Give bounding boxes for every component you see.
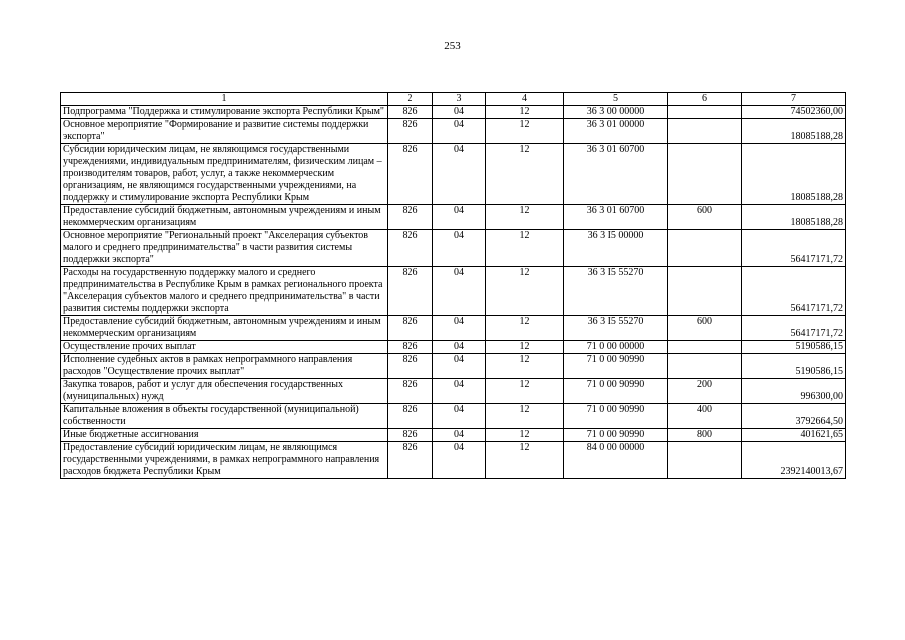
row-name-cell: Предоставление субсидий юридическим лицам, не являющимся государственными учреждениями, в рамках непрограммного направления расходов бюджета Республики Крым <box>61 442 388 479</box>
row-ved-cell: 826 <box>388 354 433 379</box>
row-name-cell: Осуществление прочих выплат <box>61 341 388 354</box>
row-sum-cell: 996300,00 <box>742 379 846 404</box>
col-header-6: 6 <box>668 93 742 106</box>
page-number: 253 <box>444 40 461 52</box>
row-ved-cell: 826 <box>388 144 433 205</box>
row-rz-cell: 04 <box>433 144 486 205</box>
row-pr-cell: 12 <box>486 144 564 205</box>
table-row <box>61 341 846 354</box>
row-csr-cell: 36 3 I5 55270 <box>564 267 668 316</box>
col-header-1: 1 <box>61 93 388 106</box>
table-row <box>61 106 846 119</box>
col-header-7: 7 <box>742 93 846 106</box>
header-row <box>61 93 846 106</box>
row-csr-cell: 71 0 00 90990 <box>564 379 668 404</box>
table-row <box>61 119 846 144</box>
row-pr-cell: 12 <box>486 316 564 341</box>
row-csr-cell: 71 0 00 90990 <box>564 354 668 379</box>
table-row <box>61 379 846 404</box>
row-sum-cell: 56417171,72 <box>742 316 846 341</box>
row-rz-cell: 04 <box>433 267 486 316</box>
row-pr-cell: 12 <box>486 442 564 479</box>
row-ved-cell: 826 <box>388 442 433 479</box>
row-vr-cell: 800 <box>668 429 742 442</box>
col-header-3: 3 <box>433 93 486 106</box>
row-csr-cell: 71 0 00 90990 <box>564 429 668 442</box>
row-pr-cell: 12 <box>486 404 564 429</box>
row-vr-cell <box>668 341 742 354</box>
row-vr-cell: 600 <box>668 205 742 230</box>
row-pr-cell: 12 <box>486 341 564 354</box>
row-name-cell: Основное мероприятие "Формирование и развитие системы поддержки экспорта" <box>61 119 388 144</box>
row-rz-cell: 04 <box>433 429 486 442</box>
row-sum-cell: 74502360,00 <box>742 106 846 119</box>
table-row <box>61 316 846 341</box>
row-rz-cell: 04 <box>433 316 486 341</box>
row-sum-cell: 5190586,15 <box>742 354 846 379</box>
row-csr-cell: 84 0 00 00000 <box>564 442 668 479</box>
row-name-cell: Иные бюджетные ассигнования <box>61 429 388 442</box>
row-vr-cell: 600 <box>668 316 742 341</box>
row-vr-cell <box>668 119 742 144</box>
row-sum-cell: 56417171,72 <box>742 230 846 267</box>
col-header-4: 4 <box>486 93 564 106</box>
row-vr-cell: 400 <box>668 404 742 429</box>
row-vr-cell <box>668 267 742 316</box>
row-pr-cell: 12 <box>486 230 564 267</box>
row-pr-cell: 12 <box>486 429 564 442</box>
row-ved-cell: 826 <box>388 341 433 354</box>
table-row <box>61 404 846 429</box>
table-row <box>61 144 846 205</box>
row-ved-cell: 826 <box>388 429 433 442</box>
row-rz-cell: 04 <box>433 341 486 354</box>
row-pr-cell: 12 <box>486 205 564 230</box>
col-header-2: 2 <box>388 93 433 106</box>
row-sum-cell: 18085188,28 <box>742 119 846 144</box>
row-pr-cell: 12 <box>486 379 564 404</box>
row-rz-cell: 04 <box>433 119 486 144</box>
budget-table <box>60 92 846 479</box>
row-ved-cell: 826 <box>388 119 433 144</box>
row-name-cell: Закупка товаров, работ и услуг для обеспечения государственных (муниципальных) нужд <box>61 379 388 404</box>
row-sum-cell: 401621,65 <box>742 429 846 442</box>
row-csr-cell: 71 0 00 90990 <box>564 404 668 429</box>
row-ved-cell: 826 <box>388 230 433 267</box>
row-ved-cell: 826 <box>388 379 433 404</box>
col-header-5: 5 <box>564 93 668 106</box>
row-sum-cell: 18085188,28 <box>742 205 846 230</box>
row-csr-cell: 36 3 I5 55270 <box>564 316 668 341</box>
row-csr-cell: 36 3 01 60700 <box>564 205 668 230</box>
row-name-cell: Субсидии юридическим лицам, не являющимся государственными учреждениями, индивидуальным предпринимателям, физическим лицам – производителям товаров, работ, услуг, а также некоммерческим организациям, не являющимся государственными учреждениями, на поддержку и стимулирование экспорта Республики Крым <box>61 144 388 205</box>
row-sum-cell: 3792664,50 <box>742 404 846 429</box>
row-name-cell: Исполнение судебных актов в рамках непрограммного направления расходов "Осуществление прочих выплат" <box>61 354 388 379</box>
row-rz-cell: 04 <box>433 442 486 479</box>
row-name-cell: Основное мероприятие "Региональный проект "Акселерация субъектов малого и среднего предпринимательства" в части развития системы поддержки экспорта" <box>61 230 388 267</box>
row-pr-cell: 12 <box>486 119 564 144</box>
table-row <box>61 230 846 267</box>
row-vr-cell <box>668 354 742 379</box>
row-rz-cell: 04 <box>433 354 486 379</box>
row-ved-cell: 826 <box>388 106 433 119</box>
row-name-cell: Капитальные вложения в объекты государственной (муниципальной) собственности <box>61 404 388 429</box>
row-sum-cell: 18085188,28 <box>742 144 846 205</box>
row-csr-cell: 36 3 01 00000 <box>564 119 668 144</box>
row-rz-cell: 04 <box>433 106 486 119</box>
table-row <box>61 429 846 442</box>
row-name-cell: Расходы на государственную поддержку малого и среднего предпринимательства в Республике Крым в рамках регионального проекта "Акселерация субъектов малого и среднего предпринимательства" в части развития системы поддержки экспорта <box>61 267 388 316</box>
row-sum-cell: 5190586,15 <box>742 341 846 354</box>
row-ved-cell: 826 <box>388 316 433 341</box>
row-vr-cell <box>668 442 742 479</box>
table-row <box>61 205 846 230</box>
row-rz-cell: 04 <box>433 379 486 404</box>
row-name-cell: Предоставление субсидий бюджетным, автономным учреждениям и иным некоммерческим организациям <box>61 316 388 341</box>
row-vr-cell <box>668 106 742 119</box>
row-csr-cell: 71 0 00 00000 <box>564 341 668 354</box>
row-rz-cell: 04 <box>433 230 486 267</box>
row-sum-cell: 2392140013,67 <box>742 442 846 479</box>
row-name-cell: Подпрограмма "Поддержка и стимулирование экспорта Республики Крым" <box>61 106 388 119</box>
row-pr-cell: 12 <box>486 267 564 316</box>
table-row <box>61 267 846 316</box>
row-ved-cell: 826 <box>388 205 433 230</box>
row-rz-cell: 04 <box>433 205 486 230</box>
table-row <box>61 354 846 379</box>
row-ved-cell: 826 <box>388 267 433 316</box>
row-csr-cell: 36 3 00 00000 <box>564 106 668 119</box>
row-csr-cell: 36 3 01 60700 <box>564 144 668 205</box>
row-vr-cell <box>668 144 742 205</box>
table-row <box>61 442 846 479</box>
row-ved-cell: 826 <box>388 404 433 429</box>
row-rz-cell: 04 <box>433 404 486 429</box>
row-pr-cell: 12 <box>486 354 564 379</box>
row-pr-cell: 12 <box>486 106 564 119</box>
row-vr-cell: 200 <box>668 379 742 404</box>
row-vr-cell <box>668 230 742 267</box>
row-csr-cell: 36 3 I5 00000 <box>564 230 668 267</box>
row-name-cell: Предоставление субсидий бюджетным, автономным учреждениям и иным некоммерческим организациям <box>61 205 388 230</box>
row-sum-cell: 56417171,72 <box>742 267 846 316</box>
